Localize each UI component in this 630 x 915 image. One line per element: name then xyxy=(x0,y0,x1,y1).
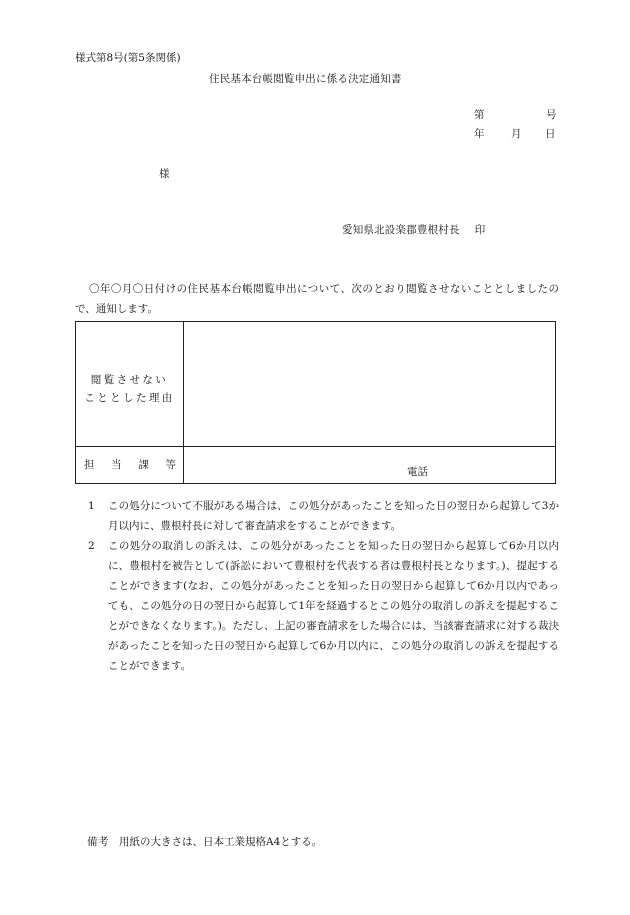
note-text: この処分の取消しの訴えは、この処分があったことを知った日の翌日から起算して6か月以内に、豊根村を被告として(訴訟において豊根村を代表する者は豊根村長となります。)、提起することができます(なお、この処分があったことを知った日の翌日から起算して6か月以内であっても、この処分の日の翌日から起算して1年を経過するとこの処分の取消しの訴えを提起することができなくなります。)。ただし、上記の審査請求をした場合には、当該審査請求に対する裁決があったことを知った日の翌日から起算して6か月以内に、この処分の取消しの訴えを提起することができます。 xyxy=(108,540,559,672)
note-item xyxy=(88,536,559,676)
issuer-seal: 印 xyxy=(474,224,486,236)
document-number-suffix: 号 xyxy=(546,109,557,121)
department-label-char: 担 xyxy=(84,459,95,471)
reason-label-line2: こととした理由 xyxy=(84,392,175,404)
document-number-prefix: 第 xyxy=(474,109,485,121)
department-label-char: 課 xyxy=(138,459,149,471)
form-number: 様式第8号(第5条関係) xyxy=(75,52,181,64)
notes-list xyxy=(88,496,559,676)
reason-label-line1: 閲覧させない xyxy=(90,374,169,386)
note-text: この処分について不服がある場合は、この処分があったことを知った日の翌日から起算して3か月以内に、豊根村長に対して審査請求をすることができます。 xyxy=(108,500,559,532)
remarks xyxy=(87,837,322,848)
reason-label xyxy=(76,371,183,407)
note-item xyxy=(88,496,559,536)
date-month-label: 月 xyxy=(511,128,522,140)
note-number: 2 xyxy=(88,540,95,552)
table-column-divider xyxy=(183,322,184,483)
note-number: 1 xyxy=(88,500,95,512)
remarks-label: 備考 xyxy=(87,836,109,848)
date-year-label: 年 xyxy=(474,128,485,140)
decision-table xyxy=(75,321,556,484)
issuer-name: 愛知県北設楽郡豊根村長 xyxy=(342,224,460,236)
recipient-honorific: 様 xyxy=(159,168,170,180)
remarks-text: 用紙の大きさは、日本工業規格A4とする。 xyxy=(119,836,323,848)
department-label xyxy=(84,460,176,471)
document-title: 住民基本台帳閲覧申出に係る決定通知書 xyxy=(209,73,402,85)
body-text: 〇年〇月〇日付けの住民基本台帳閲覧申出について、次のとおり閲覧させないこととしましたので、通知します。 xyxy=(75,283,559,315)
department-label-char: 当 xyxy=(111,459,122,471)
department-label-char: 等 xyxy=(165,459,176,471)
issuer xyxy=(342,225,485,236)
table-row-divider xyxy=(76,446,555,447)
phone-label: 電話 xyxy=(407,466,428,478)
date-day-label: 日 xyxy=(545,128,556,140)
